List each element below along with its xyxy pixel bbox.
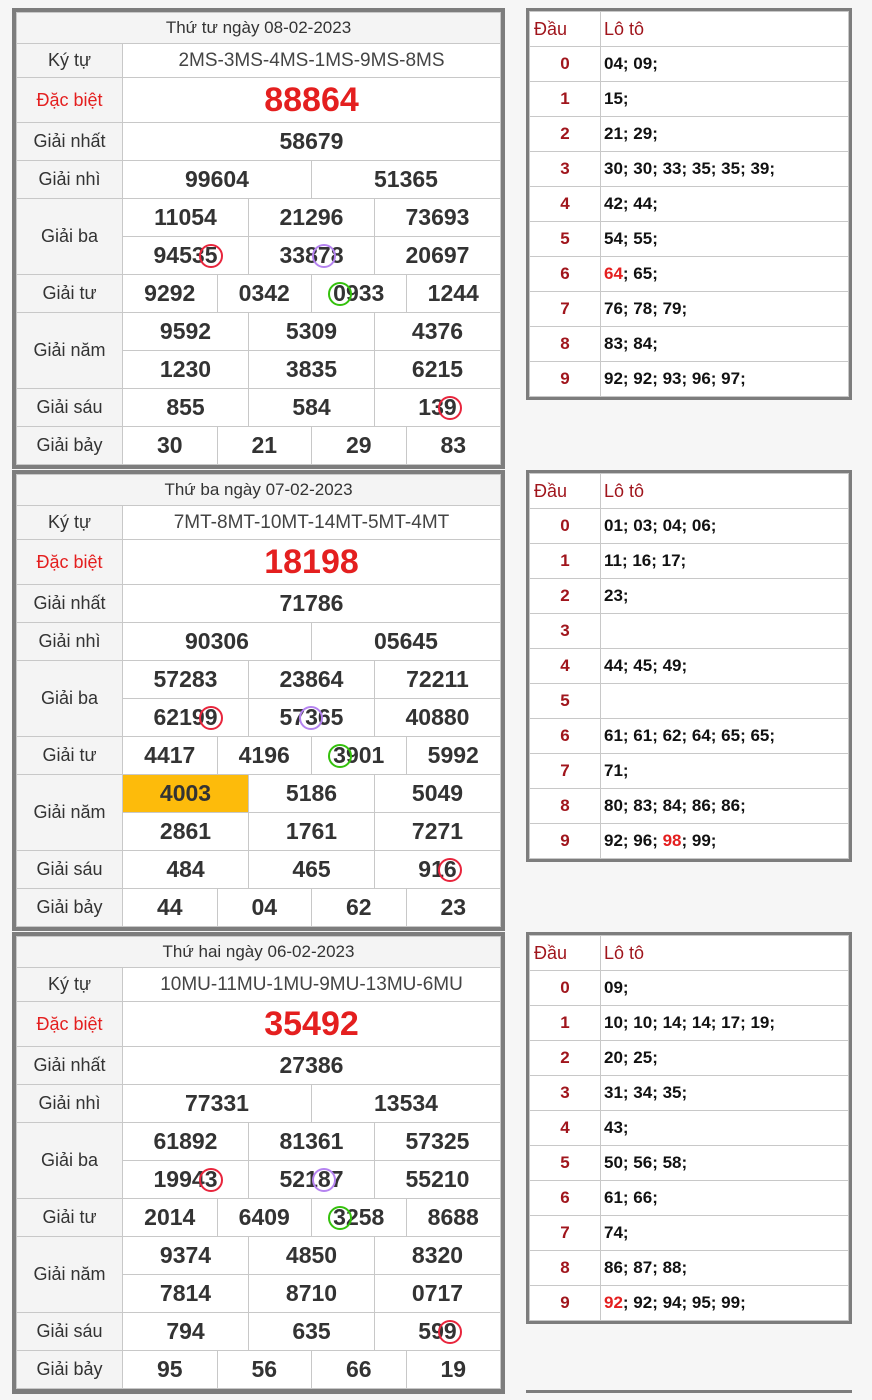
loto-numbers xyxy=(601,579,849,614)
row-label: Đặc biệt xyxy=(17,1002,123,1047)
fifth-prize-value: 3835 xyxy=(249,351,375,389)
row-label: Giải bảy xyxy=(17,427,123,465)
third-prize-value: 57283 xyxy=(123,661,249,699)
number-part: 2014 xyxy=(144,1204,196,1230)
third-prize-value: 57325 xyxy=(375,1123,501,1161)
loto-row xyxy=(530,1076,849,1111)
sixth-prize-value xyxy=(249,1313,375,1351)
number-part: 0342 xyxy=(238,280,290,306)
row-label: Giải sáu xyxy=(17,851,123,889)
loto-row xyxy=(530,1006,849,1041)
loto-header-dau: Đầu xyxy=(530,936,601,971)
third-prize-value xyxy=(249,1161,375,1199)
loto-number-group: 61; 66; xyxy=(604,1188,658,1207)
number-part: 5992 xyxy=(427,742,479,768)
loto-row xyxy=(530,719,849,754)
loto-row xyxy=(530,82,849,117)
loto-number-group: 43; xyxy=(604,1118,629,1137)
loto-head-digit: 5 xyxy=(530,222,601,257)
circled-digit: 5 xyxy=(204,242,218,268)
second-prize-value: 05645 xyxy=(312,623,501,661)
loto-number-group: 61; 61; 62; 64; 65; 65; xyxy=(604,726,776,745)
loto-row xyxy=(530,152,849,187)
result-block xyxy=(0,924,872,1386)
loto-header-loto: Lô tô xyxy=(601,936,849,971)
seventh-prize-value: 95 xyxy=(123,1351,218,1389)
number-part: 9292 xyxy=(144,280,196,306)
loto-head-digit: 3 xyxy=(530,152,601,187)
ky-tu-value: 2MS-3MS-4MS-1MS-9MS-8MS xyxy=(123,44,501,78)
loto-number-group: 23; xyxy=(604,586,629,605)
loto-table xyxy=(526,8,852,400)
circled-digit: 9 xyxy=(443,1318,457,1344)
seventh-prize-value: 21 xyxy=(217,427,312,465)
third-prize-value xyxy=(249,699,375,737)
loto-number-group: 92; 96; xyxy=(604,831,663,850)
number-part: 55210 xyxy=(405,1166,470,1192)
loto-number-group: 83; 84; xyxy=(604,334,658,353)
loto-numbers xyxy=(601,1216,849,1251)
fourth-prize-value xyxy=(312,737,407,775)
loto-row xyxy=(530,971,849,1006)
fifth-prize-value: 5049 xyxy=(375,775,501,813)
loto-head-digit: 9 xyxy=(530,824,601,859)
number-part: 20697 xyxy=(405,242,470,268)
special-prize-value: 88864 xyxy=(123,78,501,123)
loto-numbers xyxy=(601,789,849,824)
row-label: Giải tư xyxy=(17,737,123,775)
fifth-prize-value: 1761 xyxy=(249,813,375,851)
loto-row xyxy=(530,789,849,824)
fourth-prize-value xyxy=(406,275,501,313)
loto-head-digit: 2 xyxy=(530,579,601,614)
third-prize-value: 61892 xyxy=(123,1123,249,1161)
loto-head-digit: 4 xyxy=(530,187,601,222)
loto-number-group: 15; xyxy=(604,89,629,108)
circled-digit: 3 xyxy=(305,704,318,730)
number-part: 465 xyxy=(292,856,331,882)
loto-row xyxy=(530,362,849,397)
loto-row xyxy=(530,1251,849,1286)
loto-numbers xyxy=(601,1251,849,1286)
number-part: 65 xyxy=(317,704,344,730)
loto-head-digit: 3 xyxy=(530,1076,601,1111)
loto-head-digit: 0 xyxy=(530,47,601,82)
loto-number-group: 04; 09; xyxy=(604,54,658,73)
loto-row xyxy=(530,509,849,544)
second-prize-value: 99604 xyxy=(123,161,312,199)
number-part: 901 xyxy=(345,742,385,768)
loto-number-group: 21; 29; xyxy=(604,124,658,143)
row-label: Giải sáu xyxy=(17,389,123,427)
sixth-prize-value xyxy=(249,851,375,889)
loto-head-digit: 0 xyxy=(530,971,601,1006)
loto-header-loto: Lô tô xyxy=(601,12,849,47)
loto-number-group: ; 65; xyxy=(622,264,658,283)
number-part: 13 xyxy=(418,394,444,420)
sixth-prize-value xyxy=(123,1313,249,1351)
loto-head-digit: 9 xyxy=(530,1286,601,1321)
fourth-prize-value xyxy=(217,1199,312,1237)
loto-number-group: 09; xyxy=(604,978,629,997)
number-part: 57 xyxy=(279,704,306,730)
third-prize-value xyxy=(249,237,375,275)
row-label: Giải nhất xyxy=(17,123,123,161)
loto-numbers xyxy=(601,1041,849,1076)
loto-number-group: 86; 87; 88; xyxy=(604,1258,688,1277)
loto-head-digit: 9 xyxy=(530,362,601,397)
loto-numbers xyxy=(601,327,849,362)
next-loto-edge xyxy=(526,1390,852,1399)
loto-numbers xyxy=(601,82,849,117)
third-prize-value xyxy=(123,699,249,737)
row-label: Giải bảy xyxy=(17,889,123,927)
fourth-prize-value xyxy=(312,1199,407,1237)
second-prize-value: 51365 xyxy=(312,161,501,199)
loto-head-digit: 8 xyxy=(530,1251,601,1286)
number-part: 40880 xyxy=(405,704,470,730)
first-prize-value: 58679 xyxy=(123,123,501,161)
result-block xyxy=(0,0,872,462)
result-table xyxy=(12,932,505,1393)
row-label: Giải nhì xyxy=(17,1085,123,1123)
loto-number-group: 20; 25; xyxy=(604,1048,658,1067)
fifth-prize-value: 0717 xyxy=(375,1275,501,1313)
loto-head-digit: 1 xyxy=(530,544,601,579)
loto-head-digit: 6 xyxy=(530,1181,601,1216)
sixth-prize-value xyxy=(123,389,249,427)
loto-numbers xyxy=(601,362,849,397)
loto-numbers xyxy=(601,222,849,257)
number-part: 6409 xyxy=(238,1204,290,1230)
loto-number-group: 50; 56; 58; xyxy=(604,1153,688,1172)
loto-numbers xyxy=(601,684,849,719)
fifth-prize-value: 7814 xyxy=(123,1275,249,1313)
loto-head-digit: 5 xyxy=(530,1146,601,1181)
loto-row xyxy=(530,257,849,292)
number-part: 584 xyxy=(292,394,331,420)
result-date-title: Thứ hai ngày 06-02-2023 xyxy=(17,937,501,968)
seventh-prize-value: 44 xyxy=(123,889,218,927)
circled-digit: 9 xyxy=(443,394,457,420)
seventh-prize-value: 66 xyxy=(312,1351,407,1389)
loto-number-group: 98 xyxy=(662,831,682,850)
ky-tu-value: 7MT-8MT-10MT-14MT-5MT-4MT xyxy=(123,506,501,540)
fifth-prize-value: 8320 xyxy=(375,1237,501,1275)
loto-head-digit: 2 xyxy=(530,117,601,152)
loto-number-group: 76; 78; 79; xyxy=(604,299,688,318)
loto-numbers xyxy=(601,544,849,579)
loto-row xyxy=(530,117,849,152)
row-label: Đặc biệt xyxy=(17,78,123,123)
row-label: Giải nhất xyxy=(17,585,123,623)
sixth-prize-value xyxy=(249,389,375,427)
loto-head-digit: 7 xyxy=(530,754,601,789)
row-label: Đặc biệt xyxy=(17,540,123,585)
result-table xyxy=(12,470,505,931)
second-prize-value: 77331 xyxy=(123,1085,312,1123)
loto-head-digit: 7 xyxy=(530,1216,601,1251)
special-prize-value: 35492 xyxy=(123,1002,501,1047)
fifth-prize-value: 9374 xyxy=(123,1237,249,1275)
fourth-prize-value xyxy=(217,737,312,775)
seventh-prize-value: 83 xyxy=(406,427,501,465)
seventh-prize-value: 30 xyxy=(123,427,218,465)
loto-number-group: 11; 16; 17; xyxy=(604,551,687,570)
loto-header-loto: Lô tô xyxy=(601,474,849,509)
number-part: 7 xyxy=(330,1166,344,1192)
loto-row xyxy=(530,187,849,222)
loto-table xyxy=(526,932,852,1324)
row-label: Giải năm xyxy=(17,313,123,389)
row-label: Giải ba xyxy=(17,199,123,275)
third-prize-value: 23864 xyxy=(249,661,375,699)
loto-number-group: 71; xyxy=(604,761,629,780)
loto-number-group: ; 99; xyxy=(681,831,717,850)
loto-numbers xyxy=(601,1146,849,1181)
loto-numbers xyxy=(601,1286,849,1321)
seventh-prize-value: 56 xyxy=(217,1351,312,1389)
loto-number-group: 30; 30; 33; 35; 35; 39; xyxy=(604,159,776,178)
loto-numbers xyxy=(601,719,849,754)
loto-numbers xyxy=(601,649,849,684)
loto-number-group: 80; 83; 84; 86; 86; xyxy=(604,796,746,815)
loto-row xyxy=(530,1041,849,1076)
circled-digit: 3 xyxy=(204,1166,218,1192)
fifth-prize-value: 7271 xyxy=(375,813,501,851)
loto-number-group: 64 xyxy=(604,264,623,283)
third-prize-value: 11054 xyxy=(123,199,249,237)
fourth-prize-value xyxy=(217,275,312,313)
seventh-prize-value: 23 xyxy=(406,889,501,927)
loto-row xyxy=(530,649,849,684)
first-prize-value: 71786 xyxy=(123,585,501,623)
first-prize-value: 27386 xyxy=(123,1047,501,1085)
loto-numbers xyxy=(601,614,849,649)
loto-number-group: 44; 45; 49; xyxy=(604,656,688,675)
loto-row xyxy=(530,222,849,257)
loto-number-group: 42; 44; xyxy=(604,194,658,213)
loto-numbers xyxy=(601,509,849,544)
loto-row xyxy=(530,1216,849,1251)
row-label: Giải bảy xyxy=(17,1351,123,1389)
number-part: 484 xyxy=(166,856,205,882)
third-prize-value xyxy=(375,699,501,737)
number-part: 4417 xyxy=(144,742,196,768)
loto-row xyxy=(530,579,849,614)
loto-numbers xyxy=(601,187,849,222)
loto-head-digit: 8 xyxy=(530,327,601,362)
third-prize-value: 72211 xyxy=(375,661,501,699)
fifth-prize-value: 4003 xyxy=(123,775,249,813)
loto-row xyxy=(530,1286,849,1321)
fourth-prize-value xyxy=(123,737,218,775)
loto-number-group: 31; 34; 35; xyxy=(604,1083,688,1102)
loto-numbers xyxy=(601,292,849,327)
loto-row xyxy=(530,614,849,649)
loto-row xyxy=(530,292,849,327)
third-prize-value: 73693 xyxy=(375,199,501,237)
loto-row xyxy=(530,824,849,859)
loto-number-group: 10; 10; 14; 14; 17; 19; xyxy=(604,1013,776,1032)
number-part: 1994 xyxy=(153,1166,205,1192)
fifth-prize-value: 2861 xyxy=(123,813,249,851)
second-prize-value: 13534 xyxy=(312,1085,501,1123)
loto-numbers xyxy=(601,754,849,789)
number-part: 6219 xyxy=(153,704,205,730)
row-label: Giải nhì xyxy=(17,161,123,199)
circled-digit: 0 xyxy=(333,280,346,306)
result-date-title: Thứ tư ngày 08-02-2023 xyxy=(17,13,501,44)
row-label: Ký tự xyxy=(17,506,123,540)
third-prize-value xyxy=(123,237,249,275)
sixth-prize-value xyxy=(123,851,249,889)
number-part: 9453 xyxy=(153,242,205,268)
loto-numbers xyxy=(601,971,849,1006)
loto-numbers xyxy=(601,1111,849,1146)
loto-head-digit: 3 xyxy=(530,614,601,649)
loto-row xyxy=(530,544,849,579)
loto-number-group: 92; 92; 93; 96; 97; xyxy=(604,369,746,388)
circled-digit: 8 xyxy=(317,1166,331,1192)
loto-number-group: 54; 55; xyxy=(604,229,658,248)
number-part: 338 xyxy=(279,242,318,268)
number-part: 8 xyxy=(330,242,344,268)
loto-row xyxy=(530,327,849,362)
loto-number-group: 74; xyxy=(604,1223,629,1242)
row-label: Giải tư xyxy=(17,275,123,313)
seventh-prize-value: 29 xyxy=(312,427,407,465)
number-part: 855 xyxy=(166,394,205,420)
second-prize-value: 90306 xyxy=(123,623,312,661)
loto-numbers xyxy=(601,1006,849,1041)
fifth-prize-value: 6215 xyxy=(375,351,501,389)
circled-digit: 6 xyxy=(443,856,457,882)
row-label: Giải sáu xyxy=(17,1313,123,1351)
number-part: 91 xyxy=(418,856,444,882)
seventh-prize-value: 19 xyxy=(406,1351,501,1389)
fifth-prize-value: 5309 xyxy=(249,313,375,351)
loto-head-digit: 1 xyxy=(530,1006,601,1041)
third-prize-value xyxy=(375,1161,501,1199)
row-label: Giải nhì xyxy=(17,623,123,661)
loto-head-digit: 8 xyxy=(530,789,601,824)
fourth-prize-value xyxy=(406,737,501,775)
loto-head-digit: 4 xyxy=(530,649,601,684)
fifth-prize-value: 8710 xyxy=(249,1275,375,1313)
special-prize-value: 18198 xyxy=(123,540,501,585)
row-label: Giải năm xyxy=(17,775,123,851)
loto-row xyxy=(530,1146,849,1181)
loto-header-dau: Đầu xyxy=(530,12,601,47)
fifth-prize-value: 4376 xyxy=(375,313,501,351)
number-part: 1244 xyxy=(427,280,479,306)
loto-table xyxy=(526,470,852,862)
number-part: 59 xyxy=(418,1318,444,1344)
fifth-prize-value: 9592 xyxy=(123,313,249,351)
loto-row xyxy=(530,47,849,82)
loto-number-group: 92 xyxy=(604,1293,623,1312)
number-part: 521 xyxy=(279,1166,318,1192)
circled-digit: 7 xyxy=(317,242,331,268)
result-table xyxy=(12,8,505,469)
row-label: Ký tự xyxy=(17,44,123,78)
loto-numbers xyxy=(601,47,849,82)
fourth-prize-value xyxy=(406,1199,501,1237)
number-part: 4196 xyxy=(238,742,290,768)
loto-head-digit: 7 xyxy=(530,292,601,327)
third-prize-value: 81361 xyxy=(249,1123,375,1161)
fifth-prize-value: 1230 xyxy=(123,351,249,389)
loto-head-digit: 0 xyxy=(530,509,601,544)
loto-numbers xyxy=(601,152,849,187)
number-part: 794 xyxy=(166,1318,205,1344)
row-label: Ký tự xyxy=(17,968,123,1002)
third-prize-value xyxy=(375,237,501,275)
ky-tu-value: 10MU-11MU-1MU-9MU-13MU-6MU xyxy=(123,968,501,1002)
loto-head-digit: 1 xyxy=(530,82,601,117)
seventh-prize-value: 04 xyxy=(217,889,312,927)
circled-digit: 3 xyxy=(333,742,346,768)
loto-head-digit: 5 xyxy=(530,684,601,719)
row-label: Giải tư xyxy=(17,1199,123,1237)
number-part: 258 xyxy=(345,1204,385,1230)
next-table-edge xyxy=(12,1390,505,1400)
loto-header-dau: Đầu xyxy=(530,474,601,509)
result-block xyxy=(0,462,872,924)
loto-row xyxy=(530,1111,849,1146)
loto-numbers xyxy=(601,257,849,292)
loto-head-digit: 6 xyxy=(530,719,601,754)
loto-numbers xyxy=(601,1181,849,1216)
fifth-prize-value: 4850 xyxy=(249,1237,375,1275)
row-label: Giải ba xyxy=(17,1123,123,1199)
circled-digit: 3 xyxy=(333,1204,346,1230)
loto-number-group: 01; 03; 04; 06; xyxy=(604,516,717,535)
row-label: Giải ba xyxy=(17,661,123,737)
circled-digit: 9 xyxy=(204,704,218,730)
number-part: 933 xyxy=(345,280,385,306)
row-label: Giải nhất xyxy=(17,1047,123,1085)
loto-numbers xyxy=(601,824,849,859)
loto-row xyxy=(530,1181,849,1216)
fourth-prize-value xyxy=(312,275,407,313)
loto-number-group: ; 92; 94; 95; 99; xyxy=(622,1293,746,1312)
sixth-prize-value xyxy=(375,1313,501,1351)
third-prize-value: 21296 xyxy=(249,199,375,237)
seventh-prize-value: 62 xyxy=(312,889,407,927)
fifth-prize-value: 5186 xyxy=(249,775,375,813)
loto-head-digit: 2 xyxy=(530,1041,601,1076)
loto-head-digit: 6 xyxy=(530,257,601,292)
number-part: 635 xyxy=(292,1318,331,1344)
loto-numbers xyxy=(601,1076,849,1111)
number-part: 8688 xyxy=(427,1204,479,1230)
loto-row xyxy=(530,684,849,719)
loto-numbers xyxy=(601,117,849,152)
row-label: Giải năm xyxy=(17,1237,123,1313)
fourth-prize-value xyxy=(123,275,218,313)
sixth-prize-value xyxy=(375,851,501,889)
sixth-prize-value xyxy=(375,389,501,427)
third-prize-value xyxy=(123,1161,249,1199)
loto-row xyxy=(530,754,849,789)
result-date-title: Thứ ba ngày 07-02-2023 xyxy=(17,475,501,506)
loto-head-digit: 4 xyxy=(530,1111,601,1146)
fourth-prize-value xyxy=(123,1199,218,1237)
